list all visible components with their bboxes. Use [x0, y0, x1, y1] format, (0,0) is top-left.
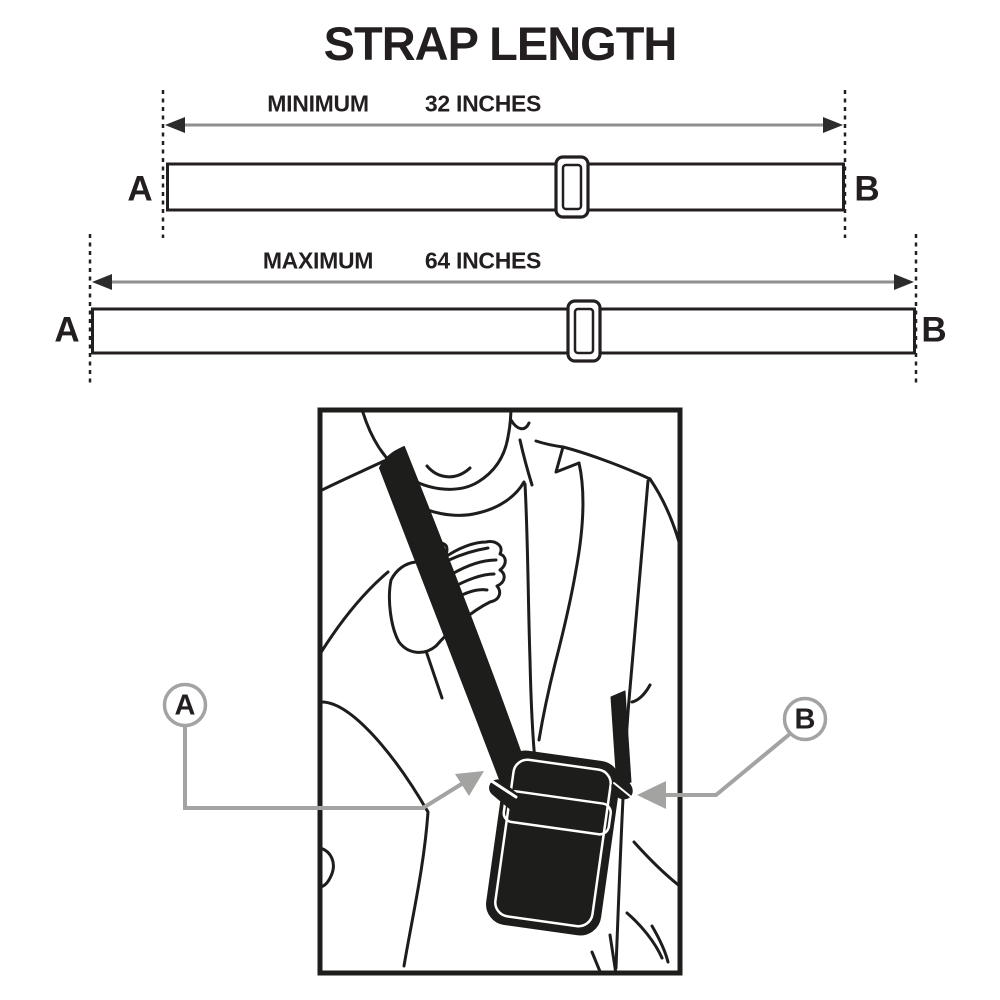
strap-slider-buckle-inner: [575, 309, 593, 353]
page-title: STRAP LENGTH: [323, 17, 677, 70]
strap-band: [93, 309, 915, 353]
minimum-label: MINIMUM: [267, 90, 369, 117]
maximum-length-label: 64 INCHES: [424, 247, 542, 274]
strap1-end-b-label: B: [854, 169, 880, 209]
arrowhead-left-icon: [92, 274, 112, 290]
minimum-length-label: 32 INCHES: [424, 90, 542, 117]
maximum-label: MAXIMUM: [262, 247, 374, 274]
arrowhead-left-icon: [165, 117, 185, 133]
bag-body: [484, 749, 621, 937]
strap1-end-a-label: A: [127, 169, 153, 209]
strap-band: [168, 164, 844, 210]
strap-slider-buckle-inner: [563, 165, 581, 209]
callout-a-letter: A: [174, 689, 196, 722]
callout-b-letter: B: [794, 703, 816, 736]
arrowhead-right-icon: [894, 274, 914, 290]
strap2-end-b-label: B: [921, 310, 947, 350]
strap2-end-a-label: A: [54, 310, 80, 350]
arrowhead-right-icon: [823, 117, 843, 133]
crossbody-bag: [484, 749, 621, 937]
